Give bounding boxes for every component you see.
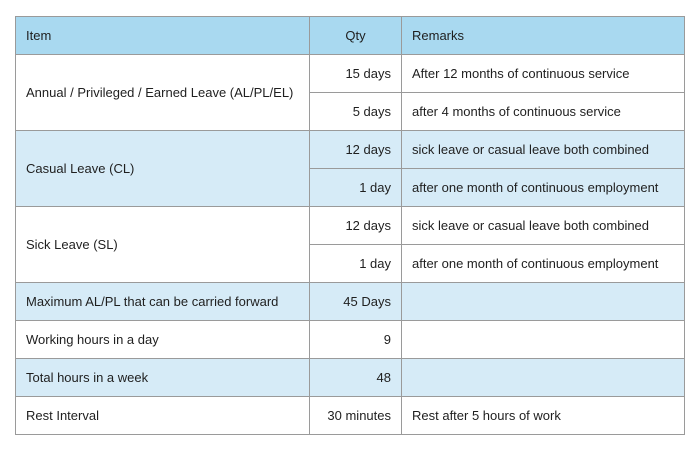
remarks-cell: Rest after 5 hours of work [402,397,685,435]
qty-cell: 30 minutes [310,397,402,435]
table-row [16,55,685,93]
remarks-cell: After 12 months of continuous service [402,55,685,93]
qty-cell: 45 Days [310,283,402,321]
qty-cell: 9 [310,321,402,359]
remarks-cell [402,359,685,397]
table-row [16,283,685,321]
table-row [16,359,685,397]
qty-cell: 15 days [310,55,402,93]
item-cell: Working hours in a day [16,321,310,359]
qty-cell: 12 days [310,131,402,169]
remarks-cell: sick leave or casual leave both combined [402,207,685,245]
column-header-item: Item [16,17,310,55]
qty-cell: 12 days [310,207,402,245]
table-header-row [16,17,685,55]
qty-cell: 48 [310,359,402,397]
leave-policy-table [15,16,685,435]
remarks-cell [402,283,685,321]
item-cell: Casual Leave (CL) [16,131,310,207]
item-cell: Maximum AL/PL that can be carried forward [16,283,310,321]
remarks-cell [402,321,685,359]
item-cell: Sick Leave (SL) [16,207,310,283]
column-header-qty: Qty [310,17,402,55]
column-header-remarks: Remarks [402,17,685,55]
remarks-cell: after one month of continuous employment [402,245,685,283]
table-row [16,397,685,435]
item-cell: Total hours in a week [16,359,310,397]
table-row [16,321,685,359]
remarks-cell: after 4 months of continuous service [402,93,685,131]
remarks-cell: after one month of continuous employment [402,169,685,207]
item-cell: Annual / Privileged / Earned Leave (AL/PL/EL) [16,55,310,131]
qty-cell: 5 days [310,93,402,131]
qty-cell: 1 day [310,169,402,207]
qty-cell: 1 day [310,245,402,283]
leave-policy-table-container [15,16,685,435]
remarks-cell: sick leave or casual leave both combined [402,131,685,169]
item-cell: Rest Interval [16,397,310,435]
table-row [16,207,685,245]
table-row [16,131,685,169]
